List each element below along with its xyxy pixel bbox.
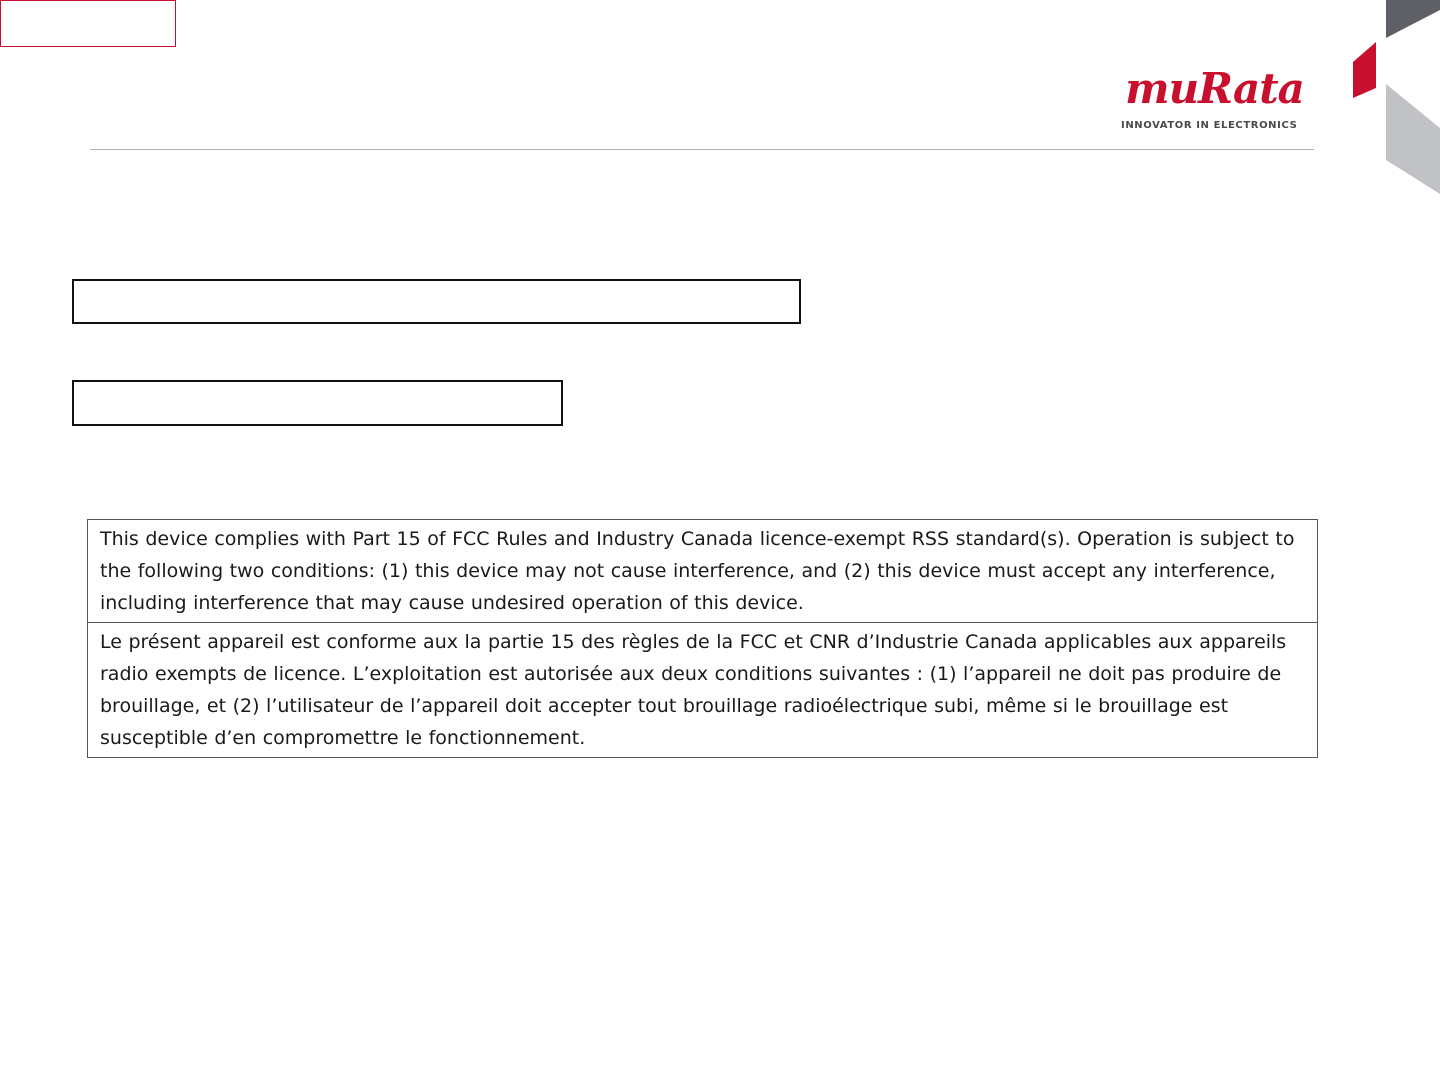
logo-tagline: INNOVATOR IN ELECTRONICS	[1121, 120, 1298, 131]
corner-red-shape	[1353, 42, 1376, 98]
corner-gray-shape	[1386, 84, 1440, 194]
corner-decoration-graphic	[1350, 0, 1440, 200]
header-divider	[90, 149, 1314, 150]
french-notice-row	[88, 623, 1318, 758]
french-notice-text: Le présent appareil est conforme aux la partie 15 des règles de la FCC et CNR d’Industrie Canada applicables aux appareils radio exempts de licence. L’exploitation est autorisée aux deux conditions suivantes : (1) l’appareil ne doit pas produire de brouillage, et (2) l’utilisateur de l’appareil doit accepter tout brouillage radioélectrique subi, même si le brouillage est susceptible d’en compromettre le fonctionnement.	[88, 623, 1318, 758]
blank-field-1	[72, 279, 801, 324]
top-left-frame	[0, 0, 176, 47]
logo-wordmark: muRata	[1125, 64, 1304, 113]
blank-field-2	[72, 380, 563, 426]
english-notice-row	[88, 520, 1318, 623]
corner-dark-shape	[1386, 0, 1440, 38]
compliance-notice-table	[87, 519, 1318, 758]
english-notice-text: This device complies with Part 15 of FCC Rules and Industry Canada licence-exempt RSS standard(s). Operation is subject to the following two conditions: (1) this device may not cause interference, and (2) this device must accept any interference, including interference that may cause undesired operation of this device.	[88, 520, 1318, 623]
murata-logo	[1112, 64, 1317, 134]
